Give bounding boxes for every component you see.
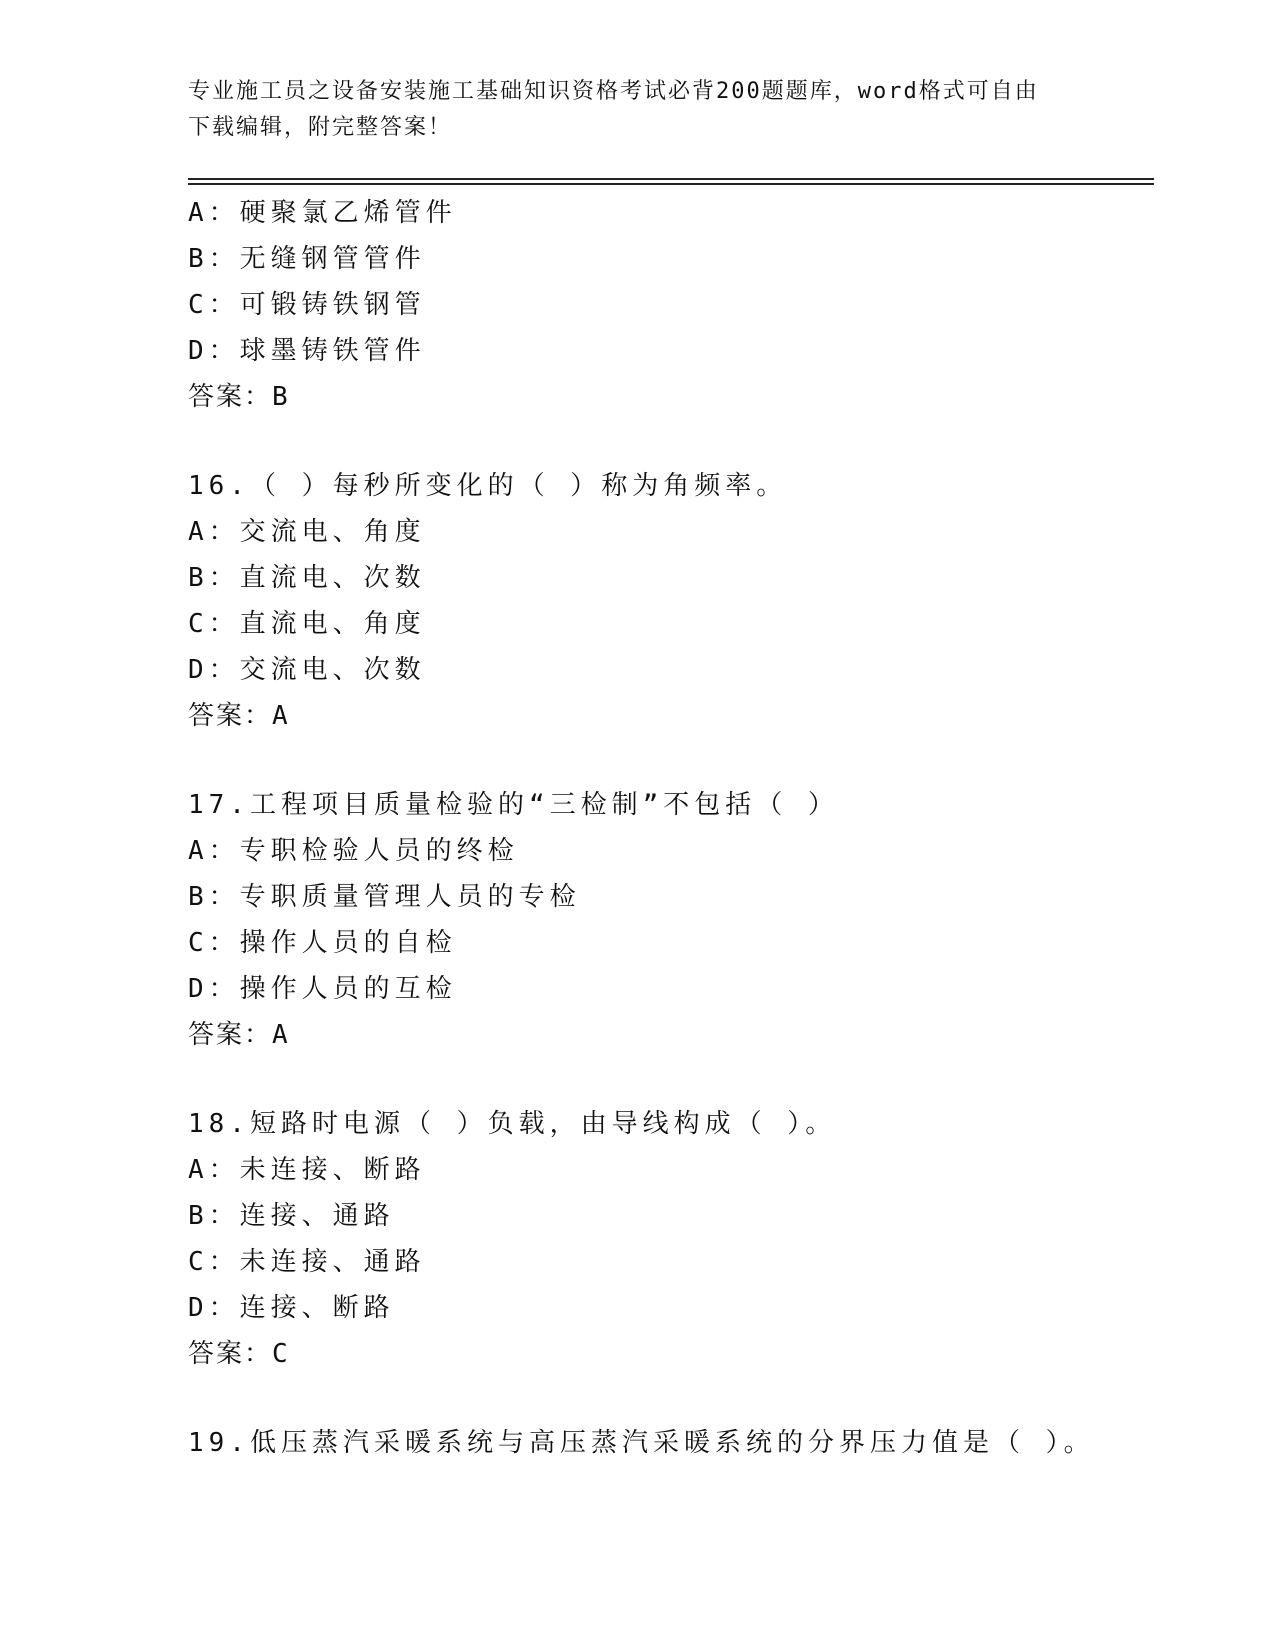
document-header <box>188 74 1068 146</box>
option-b: B：无缝钢管管件 <box>188 244 426 274</box>
option-a: A：硬聚氯乙烯管件 <box>188 198 457 228</box>
option-c: C：可锻铸铁钢管 <box>188 290 426 320</box>
option-a: A：专职检验人员的终检 <box>188 836 519 866</box>
question-block-18 <box>188 1101 1148 1377</box>
option-b: B：连接、通路 <box>188 1201 395 1231</box>
header-divider-bottom <box>188 183 1154 185</box>
header-title-line-1: 专业施工员之设备安装施工基础知识资格考试必背200题题库，word格式可自由 <box>188 79 1039 104</box>
option-c: C：操作人员的自检 <box>188 928 457 958</box>
question-block-19 <box>188 1420 1148 1466</box>
answer-line: 答案：B <box>188 382 290 412</box>
option-b: B：直流电、次数 <box>188 563 426 593</box>
question-list <box>188 190 1148 1466</box>
question-block-17 <box>188 782 1148 1058</box>
answer-line: 答案：C <box>188 1339 290 1369</box>
option-c: C：直流电、角度 <box>188 609 426 639</box>
header-divider-top <box>188 178 1154 180</box>
answer-line: 答案：A <box>188 701 290 731</box>
header-title-line-2: 下载编辑，附完整答案！ <box>188 115 453 140</box>
option-d: D：连接、断路 <box>188 1293 395 1323</box>
question-text: 16.（ ）每秒所变化的（ ）称为角频率。 <box>188 471 788 501</box>
question-text: 19.低压蒸汽采暖系统与高压蒸汽采暖系统的分界压力值是（ ）。 <box>188 1428 1095 1458</box>
question-block-15 <box>188 190 1148 420</box>
answer-line: 答案：A <box>188 1020 290 1050</box>
option-b: B：专职质量管理人员的专检 <box>188 882 581 912</box>
question-block-16 <box>188 463 1148 739</box>
option-a: A：交流电、角度 <box>188 517 426 547</box>
question-text: 18.短路时电源（ ）负载，由导线构成（ ）。 <box>188 1109 837 1139</box>
option-c: C：未连接、通路 <box>188 1247 426 1277</box>
option-d: D：球墨铸铁管件 <box>188 336 426 366</box>
option-a: A：未连接、断路 <box>188 1155 426 1185</box>
option-d: D：操作人员的互检 <box>188 974 457 1004</box>
option-d: D：交流电、次数 <box>188 655 426 685</box>
question-text: 17.工程项目质量检验的“三检制”不包括（ ） <box>188 790 839 820</box>
